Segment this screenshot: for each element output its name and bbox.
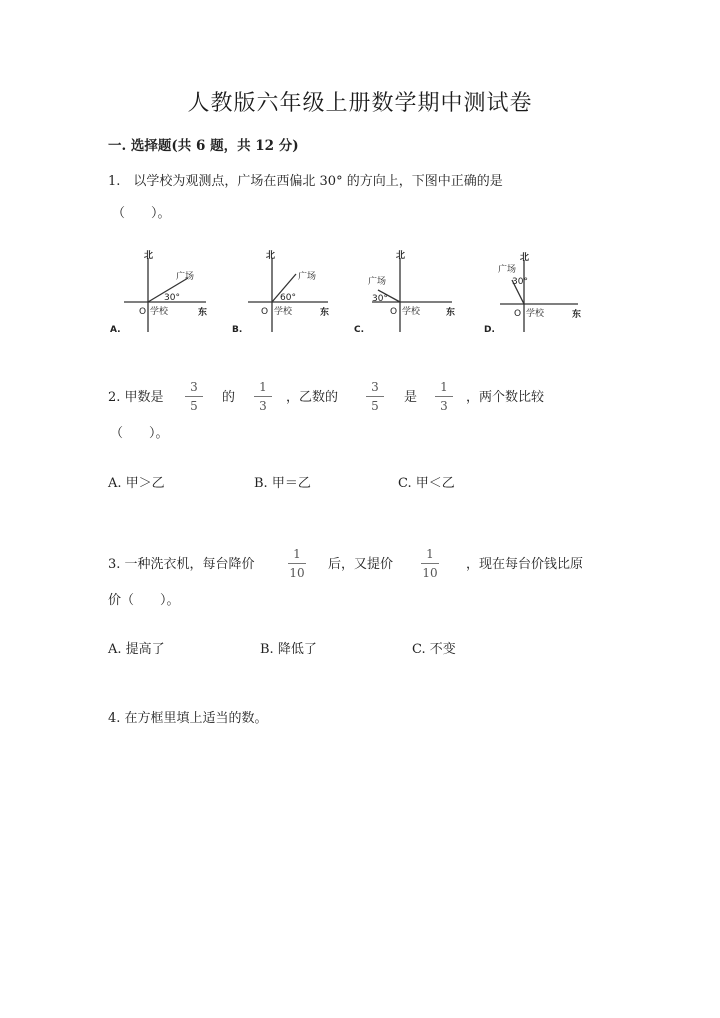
numerator: 1 [426, 547, 434, 561]
numerator: 1 [259, 380, 267, 394]
q2-option-a: A. 甲＞乙 [108, 476, 165, 491]
question-4-text: 4. 在方框里填上适当的数。 [108, 711, 268, 726]
diagram-a [108, 246, 218, 336]
option-label: D. [484, 325, 495, 335]
east-label: 东 [320, 308, 330, 318]
q3-option-b: B. 降低了 [260, 642, 317, 657]
east-label: 东 [198, 308, 208, 318]
origin-label: O [139, 307, 147, 317]
numerator: 3 [190, 380, 198, 394]
q3-text-part3: ，现在每台价钱比原 [466, 557, 584, 572]
q2-option-c: C. 甲＜乙 [398, 476, 455, 491]
diagram-d [482, 246, 592, 336]
q2-text-part4: 是 [404, 390, 418, 405]
school-label: 学校 [526, 309, 545, 319]
q2-fraction-1 [183, 380, 205, 413]
q3-text-part1: 3. 一种洗衣机，每台降价 [108, 557, 255, 572]
q2-text-part2: 的 [222, 390, 236, 405]
q3-text-part2: 后，又提价 [328, 557, 394, 572]
school-label: 学校 [150, 307, 169, 317]
angle-label: 30° [164, 293, 180, 303]
origin-label: O [261, 307, 269, 317]
option-label: C. [354, 325, 365, 335]
square-label: 广场 [298, 272, 317, 282]
square-label: 广场 [368, 277, 387, 287]
angle-label: 60° [280, 293, 296, 303]
denominator: 3 [440, 399, 448, 413]
north-label: 北 [266, 251, 276, 261]
option-label: B. [232, 325, 243, 335]
numerator: 1 [293, 547, 301, 561]
q2-text-part1: 2. 甲数是 [108, 390, 164, 405]
denominator: 3 [259, 399, 267, 413]
square-label: 广场 [498, 265, 517, 275]
q2-text-part5: ，两个数比较 [466, 390, 545, 405]
school-label: 学校 [274, 307, 293, 317]
denominator: 5 [371, 399, 379, 413]
question-2-answer-blank: （ ）。 [110, 426, 169, 441]
section-heading: 一. 选择题(共 6 题，共 12 分) [108, 138, 299, 154]
q2-text-part3: ，乙数的 [286, 390, 339, 405]
denominator: 10 [422, 566, 438, 580]
question-3-answer-blank: 价（ ）。 [108, 593, 180, 608]
q3-option-a: A. 提高了 [108, 642, 165, 657]
north-label: 北 [144, 251, 154, 261]
numerator: 3 [371, 380, 379, 394]
page-title: 人教版六年级上册数学期中测试卷 [187, 91, 533, 116]
q3-fraction-2 [419, 547, 441, 580]
q2-fraction-3 [364, 380, 386, 413]
option-label: A. [110, 325, 121, 335]
question-1-answer-blank: （ ）。 [112, 206, 171, 221]
origin-label: O [390, 307, 398, 317]
denominator: 10 [289, 566, 305, 580]
north-label: 北 [396, 251, 406, 261]
q2-option-b: B. 甲＝乙 [254, 476, 311, 491]
q3-fraction-1 [286, 547, 308, 580]
q2-fraction-2 [252, 380, 274, 413]
square-label: 广场 [176, 272, 195, 282]
q3-option-c: C. 不变 [412, 642, 456, 657]
school-label: 学校 [402, 307, 421, 317]
diagram-c [354, 246, 464, 336]
q2-fraction-4 [433, 380, 455, 413]
origin-label: O [514, 309, 522, 319]
north-label: 北 [520, 253, 530, 263]
angle-label: 30° [512, 277, 528, 287]
diagram-b [232, 246, 342, 336]
angle-label: 30° [372, 294, 388, 304]
numerator: 1 [440, 380, 448, 394]
question-1-text: 1. 以学校为观测点，广场在西偏北 30° 的方向上，下图中正确的是 [108, 174, 503, 189]
east-label: 东 [446, 308, 456, 318]
east-label: 东 [572, 310, 582, 320]
denominator: 5 [190, 399, 198, 413]
